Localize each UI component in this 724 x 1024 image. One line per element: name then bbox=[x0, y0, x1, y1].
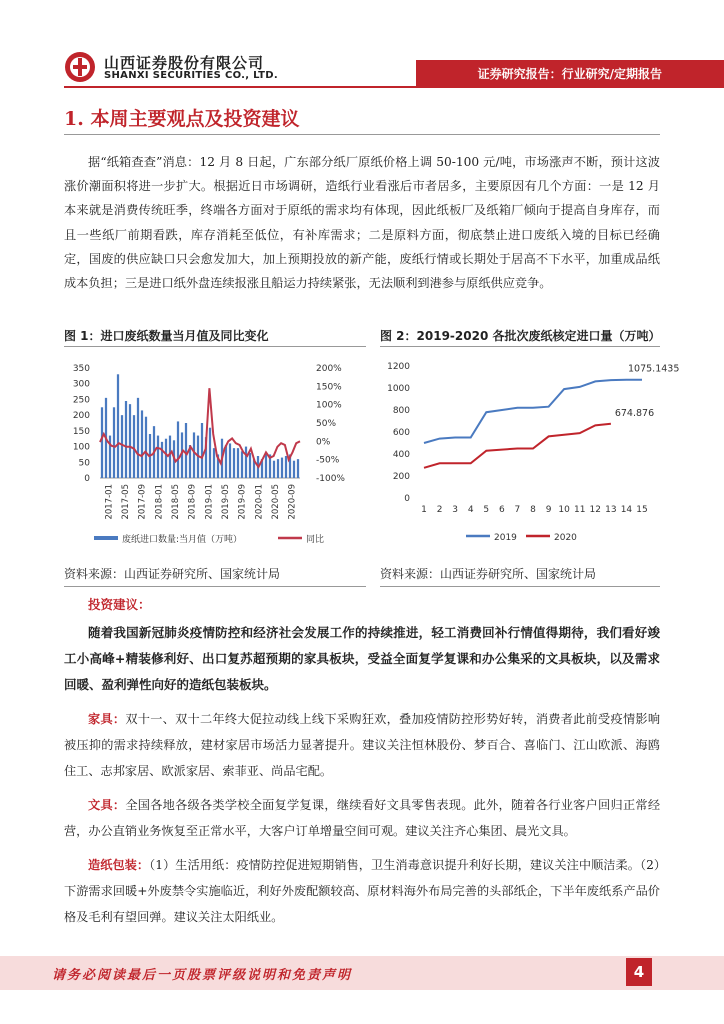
figure1-source: 资料来源：山西证券研究所、国家统计局 bbox=[64, 567, 281, 581]
import-volume-bar bbox=[101, 407, 103, 478]
furniture-text: 双十一、双十二年终大促拉动线上线下采购狂欢，叠加疫情防控形势好转，消费者此前受疫情影响被压抑的需求持续释放，建材家居市场活力显著提升。建议关注恒林股份、梦百合、喜临门、江山欧派、海鸥住工、志邦家居、欧派家居、索菲亚、尚品宅配。 bbox=[64, 712, 661, 778]
section-divider bbox=[64, 134, 660, 135]
import-volume-bar bbox=[193, 432, 195, 478]
figure2-source: 资料来源：山西证券研究所、国家统计局 bbox=[380, 567, 597, 581]
import-volume-bar bbox=[293, 461, 295, 478]
import-volume-bar bbox=[249, 453, 251, 478]
report-type: 证券研究报告：行业研究/定期报告 bbox=[477, 67, 662, 81]
import-volume-bar bbox=[213, 448, 215, 478]
figure2-source-divider bbox=[380, 586, 660, 587]
annotation-2019-final: 1075.1435 bbox=[628, 363, 680, 375]
right-axis-tick: 100% bbox=[316, 400, 342, 411]
y-axis-tick: 1200 bbox=[387, 362, 410, 372]
x-axis-tick: 9 bbox=[545, 505, 552, 515]
footer-disclaimer: 请务必阅读最后一页股票评级说明和免责声明 bbox=[52, 968, 353, 983]
import-volume-bar bbox=[165, 439, 167, 478]
invest-summary: 随着我国新冠肺炎疫情防控和经济社会发展工作的持续推进，轻工消费回补行情值得期待，我们看好竣工小高峰+精装修利好、出口复苏超预期的家具板块，受益全面复学复课和办公集采的文具板块，以及需求回暖、盈利弹性向好的造纸包装板块。 bbox=[64, 625, 660, 692]
furniture-tag: 家具： bbox=[88, 712, 126, 726]
legend-bar-label: 废纸进口数量:当月值（万吨） bbox=[122, 535, 243, 545]
right-axis-tick: -100% bbox=[316, 474, 345, 484]
import-volume-bar bbox=[273, 461, 275, 478]
import-volume-bar bbox=[285, 456, 287, 478]
right-axis-tick: 0% bbox=[316, 437, 331, 448]
import-volume-bar bbox=[141, 410, 143, 478]
x-axis-tick: 3 bbox=[452, 505, 459, 515]
x-axis-tick: 12 bbox=[589, 505, 602, 515]
import-volume-bar bbox=[177, 421, 179, 478]
y-axis-tick: 800 bbox=[392, 406, 410, 416]
x-axis-tick: 2018-01 bbox=[154, 484, 165, 520]
x-axis-tick: 2018-09 bbox=[187, 484, 198, 520]
import-volume-bar bbox=[185, 423, 187, 478]
import-volume-bar bbox=[157, 436, 159, 478]
import-volume-bar bbox=[125, 401, 127, 478]
x-axis-tick: 11 bbox=[573, 505, 586, 515]
stationery-paragraph bbox=[64, 792, 660, 844]
x-axis-tick: 10 bbox=[558, 505, 570, 515]
right-axis-tick: 50% bbox=[316, 419, 337, 429]
chart-imported-waste-paper bbox=[64, 350, 366, 560]
x-axis-tick: 14 bbox=[620, 505, 633, 515]
legend-2020-label: 2020 bbox=[554, 533, 577, 543]
x-axis-tick: 1 bbox=[421, 505, 427, 515]
left-axis-tick: 100 bbox=[72, 442, 90, 453]
intro-paragraph: 据“纸箱查查”消息：12 月 8 日起，广东部分纸厂原纸价格上调 50-100 元/吨，市场涨声不断，预计这波涨价潮面积将进一步扩大。根据近日市场调研，造纸行业看涨后市者居多，主要原因有几个方面：一是 12 月本来就是消费传统旺季，终端各方面对于原纸的需求均有体现，因此纸板厂及纸箱厂倾向于提高自身库存，而且一些纸厂前期看跌，库存消耗至低位，有补库需求；二是原料方面，彻底禁止进口废纸入境的目标已经确定，国废的供应缺口只会愈发加大，加上预期投放的新产能，废纸行情或长期处于居高不下水平，加重成品纸成本负担；三是进口纸外盘连续报涨且船运力持续紧张，无法顺利到港参与原纸供应竞争。 bbox=[64, 155, 660, 291]
right-axis-tick: 150% bbox=[316, 382, 342, 393]
import-volume-bar bbox=[265, 453, 267, 478]
page-header bbox=[0, 0, 724, 92]
import-volume-bar bbox=[117, 374, 119, 478]
import-volume-bar bbox=[229, 443, 231, 478]
x-axis-tick: 7 bbox=[514, 505, 521, 515]
furniture-paragraph bbox=[64, 706, 660, 784]
import-volume-bar bbox=[169, 436, 171, 478]
y-axis-tick: 600 bbox=[392, 428, 410, 438]
right-axis-tick: 200% bbox=[316, 364, 342, 374]
series-line-2019 bbox=[424, 380, 642, 443]
header-divider bbox=[64, 86, 724, 88]
import-volume-bar bbox=[281, 458, 283, 478]
import-volume-bar bbox=[209, 428, 211, 478]
import-volume-bar bbox=[233, 448, 235, 478]
paper-text: （1）生活用纸：疫情防控促进短期销售，卫生消毒意识提升利好长期，建议关注中顺洁柔。（2）下游需求回暖+外废禁令实施临近，利好外废配额较高、原材料海外布局完善的头部纸企，下半年废纸系产品价格及毛利有望回弹。建议关注太阳纸业。 bbox=[64, 858, 661, 924]
left-axis-tick: 250 bbox=[72, 395, 90, 406]
legend-bar-swatch bbox=[94, 536, 118, 540]
page-number: 4 bbox=[626, 958, 652, 986]
left-axis-tick: 200 bbox=[72, 411, 90, 422]
figure2-divider bbox=[380, 346, 660, 347]
y-axis-tick: 0 bbox=[404, 494, 410, 504]
section-title: 1. 本周主要观点及投资建议 bbox=[64, 108, 300, 130]
import-volume-bar bbox=[237, 448, 239, 478]
import-volume-bar bbox=[121, 415, 123, 478]
stationery-tag: 文具： bbox=[88, 798, 126, 812]
y-axis-tick: 200 bbox=[392, 472, 410, 482]
x-axis-tick: 2020-05 bbox=[271, 484, 281, 520]
x-axis-tick: 2 bbox=[436, 505, 443, 515]
import-volume-bar bbox=[225, 445, 227, 478]
x-axis-tick: 2017-01 bbox=[104, 484, 115, 520]
paper-tag: 造纸包装： bbox=[88, 858, 150, 872]
x-axis-tick: 2019-09 bbox=[237, 484, 248, 520]
import-volume-bar bbox=[129, 404, 131, 478]
x-axis-tick: 4 bbox=[467, 505, 474, 515]
left-axis-tick: 300 bbox=[72, 379, 90, 390]
right-axis-tick: -50% bbox=[316, 455, 340, 466]
import-volume-bar bbox=[133, 415, 135, 478]
x-axis-tick: 13 bbox=[605, 505, 617, 515]
import-volume-bar bbox=[161, 442, 163, 478]
figure2-title: 图 2：2019-2020 各批次废纸核定进口量（万吨） bbox=[380, 329, 661, 343]
stationery-text: 全国各地各级各类学校全面复学复课，继续看好文具零售表现。此外，随着各行业客户回归正常经营，办公直销业务恢复至正常水平，大客户订单增量空间可观。建议关注齐心集团、晨光文具。 bbox=[64, 798, 661, 838]
figure1-title: 图 1：进口废纸数量当月值及同比变化 bbox=[64, 329, 269, 343]
left-axis-tick: 150 bbox=[72, 426, 90, 437]
company-name-cn: 山西证券股份有限公司 bbox=[104, 54, 265, 72]
x-axis-tick: 2017-09 bbox=[137, 484, 148, 520]
paper-paragraph bbox=[64, 852, 660, 930]
figure1-source-divider bbox=[64, 586, 366, 587]
import-volume-bar bbox=[113, 407, 115, 478]
import-volume-bar bbox=[145, 417, 147, 478]
figure1-divider bbox=[64, 346, 366, 347]
company-logo-icon bbox=[64, 51, 96, 83]
x-axis-tick: 2017-05 bbox=[121, 484, 131, 520]
x-axis-tick: 2019-05 bbox=[221, 484, 231, 520]
import-volume-bar bbox=[201, 423, 203, 478]
x-axis-tick: 2019-01 bbox=[204, 484, 215, 520]
left-axis-tick: 0 bbox=[84, 474, 90, 484]
x-axis-tick: 8 bbox=[530, 505, 536, 515]
annotation-2020-final: 674.876 bbox=[614, 407, 655, 419]
import-volume-bar bbox=[297, 459, 299, 478]
x-axis-tick: 2020-09 bbox=[287, 484, 298, 520]
x-axis-tick: 15 bbox=[636, 505, 648, 515]
x-axis-tick: 2020-01 bbox=[254, 484, 265, 520]
invest-heading: 投资建议： bbox=[88, 597, 151, 612]
y-axis-tick: 1000 bbox=[387, 384, 410, 394]
company-name-en: SHANXI SECURITIES CO., LTD. bbox=[104, 70, 278, 81]
x-axis-tick: 5 bbox=[483, 505, 490, 515]
left-axis-tick: 350 bbox=[72, 364, 90, 374]
import-volume-bar bbox=[137, 398, 139, 478]
y-axis-tick: 400 bbox=[392, 450, 410, 460]
import-volume-bar bbox=[277, 459, 279, 478]
x-axis-tick: 2018-05 bbox=[171, 484, 181, 520]
left-axis-tick: 50 bbox=[78, 458, 90, 469]
legend-line-label: 同比 bbox=[306, 535, 325, 545]
series-line-2020 bbox=[424, 424, 611, 468]
import-volume-bar bbox=[241, 451, 243, 478]
legend-2019-label: 2019 bbox=[494, 533, 517, 543]
chart-waste-paper-quota bbox=[380, 350, 680, 560]
x-axis-tick: 6 bbox=[498, 505, 505, 515]
import-volume-bar bbox=[245, 447, 247, 478]
